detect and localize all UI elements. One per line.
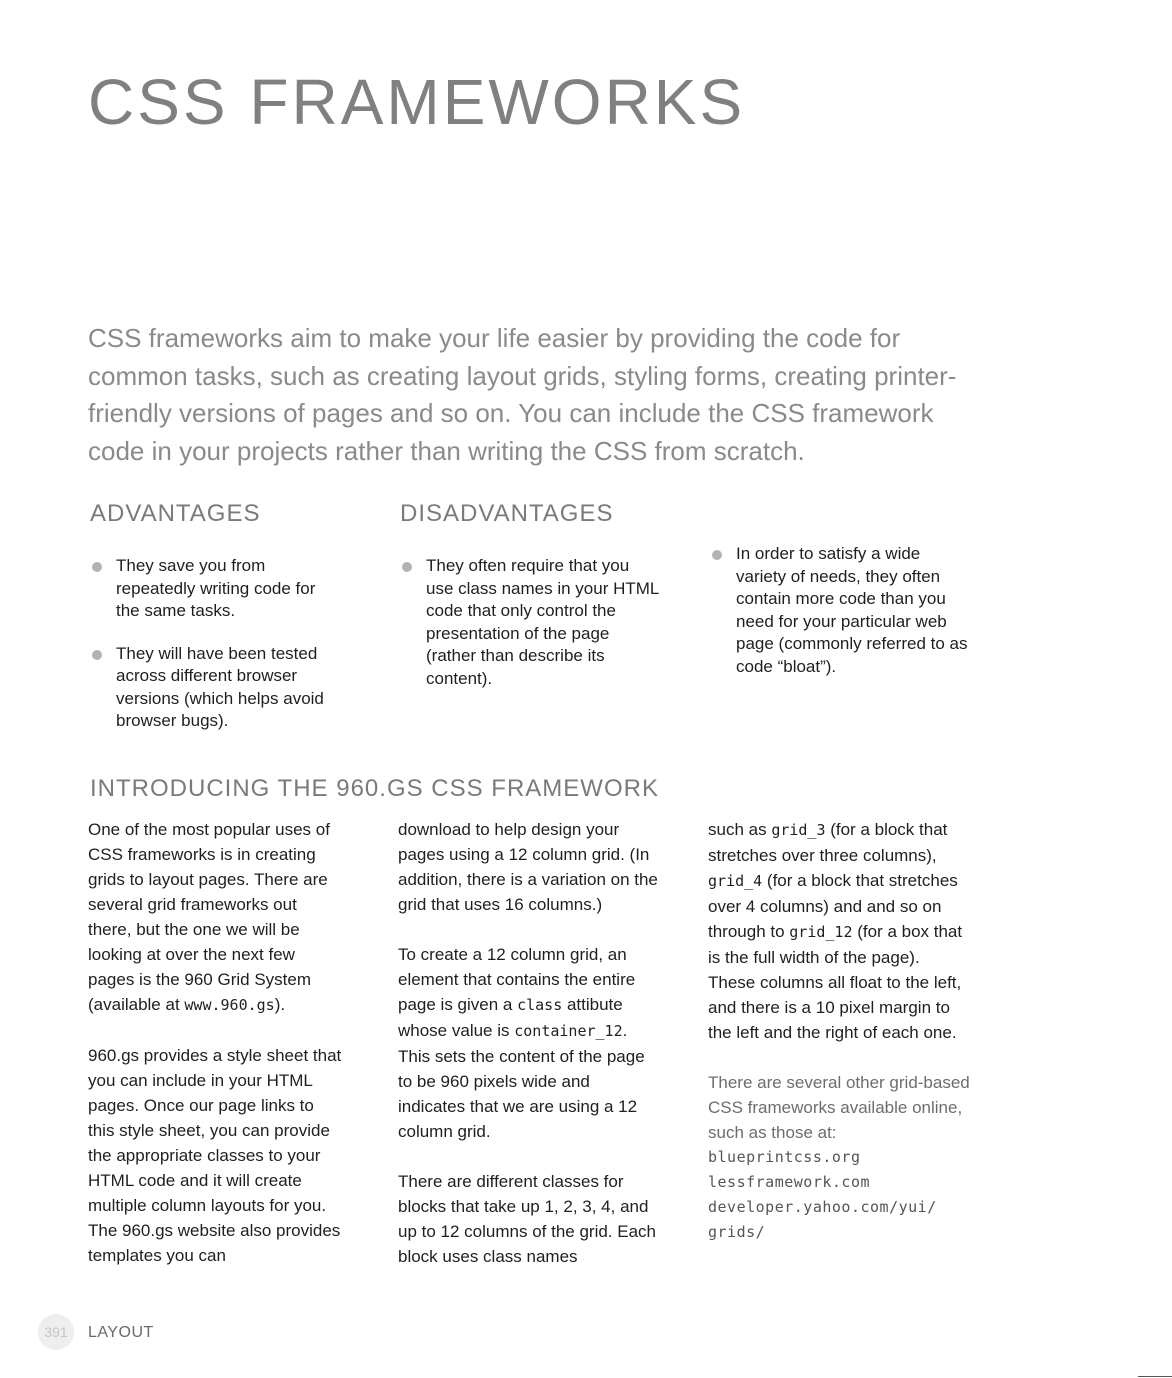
bullet-icon: [402, 562, 412, 572]
column-3-paragraph-1: such as grid_3 (for a block that stretches over three columns), grid_4 (for a block that stretches over 4 columns) and and so on through to grid_12 (for a box that is the full width of the page). These columns all float to the left, and there is a 10 pixel margin to the left and the right of each one.: [708, 820, 963, 1042]
section-label: LAYOUT: [88, 1324, 154, 1341]
bullet-icon: [92, 562, 102, 572]
bullet-icon: [712, 550, 722, 560]
column-3-aside: There are several other grid-based CSS frameworks available online, such as those at:: [708, 1073, 970, 1142]
intro-paragraph: CSS frameworks aim to make your life easier by providing the code for common tasks, such as creating layout grids, styling forms, creating printer-friendly versions of pages and so on. You can include the CSS framework code in your projects rather than writing the CSS from scratch.: [88, 323, 957, 466]
column-2-paragraph-2: To create a 12 column grid, an element that contains the entire page is given a class attibute whose value is container_12. This sets the content of the page to be 960 pixels wide and indicates that we are using a 12 column grid.: [398, 945, 645, 1141]
list-item: They often require that you use class names in your HTML code that only control the presentation of the page (rather than describe its content).: [400, 555, 660, 690]
column-2: [398, 817, 660, 1294]
advantages-list: [90, 555, 340, 753]
page-title: CSS FRAMEWORKS: [88, 66, 746, 138]
link-blueprintcss: blueprintcss.org: [708, 1148, 861, 1166]
column-2-paragraph-1: download to help design your pages using a 12 column grid. (In addition, there is a variation on the grid that uses 16 columns.): [398, 820, 658, 914]
column-1: [88, 817, 344, 1293]
list-item: They will have been tested across different browser versions (which helps avoid browser bugs).: [90, 643, 340, 733]
list-item: They save you from repeatedly writing code for the same tasks.: [90, 555, 340, 623]
column-2-paragraph-3: There are different classes for blocks that take up 1, 2, 3, 4, and up to 12 columns of the grid. Each block uses class names: [398, 1172, 656, 1266]
disadvantages-list-1: [400, 555, 660, 710]
link-lessframework: lessframework.com: [708, 1173, 871, 1191]
column-3: [708, 817, 970, 1245]
column-1-paragraph-1: One of the most popular uses of CSS frameworks is in creating grids to layout pages. There are several grid frameworks out there, but the one we will be looking at over the next few pages is the 960 Grid System (available at www.960.gs).: [88, 820, 330, 1014]
framework-links: [708, 1145, 970, 1245]
section-heading: INTRODUCING THE 960.GS CSS FRAMEWORK: [90, 775, 659, 802]
link-yahoo-yui-continued: grids/: [708, 1223, 766, 1241]
disadvantages-list-2: [710, 543, 970, 698]
disadvantages-heading: DISADVANTAGES: [400, 500, 614, 527]
list-item: In order to satisfy a wide variety of needs, they often contain more code than you need for your particular web page (commonly referred to as code “bloat”).: [710, 543, 970, 678]
bullet-icon: [92, 650, 102, 660]
page-number-badge: 391: [38, 1314, 74, 1350]
link-yahoo-yui: developer.yahoo.com/yui/: [708, 1198, 937, 1216]
advantages-heading: ADVANTAGES: [90, 500, 261, 527]
column-1-paragraph-2: 960.gs provides a style sheet that you can include in your HTML pages. Once our page links to this style sheet, you can provide the appropriate classes to your HTML code and it will create multiple column layouts for you. The 960.gs website also provides templates you can: [88, 1046, 342, 1265]
corner-divider: [1138, 1376, 1172, 1377]
